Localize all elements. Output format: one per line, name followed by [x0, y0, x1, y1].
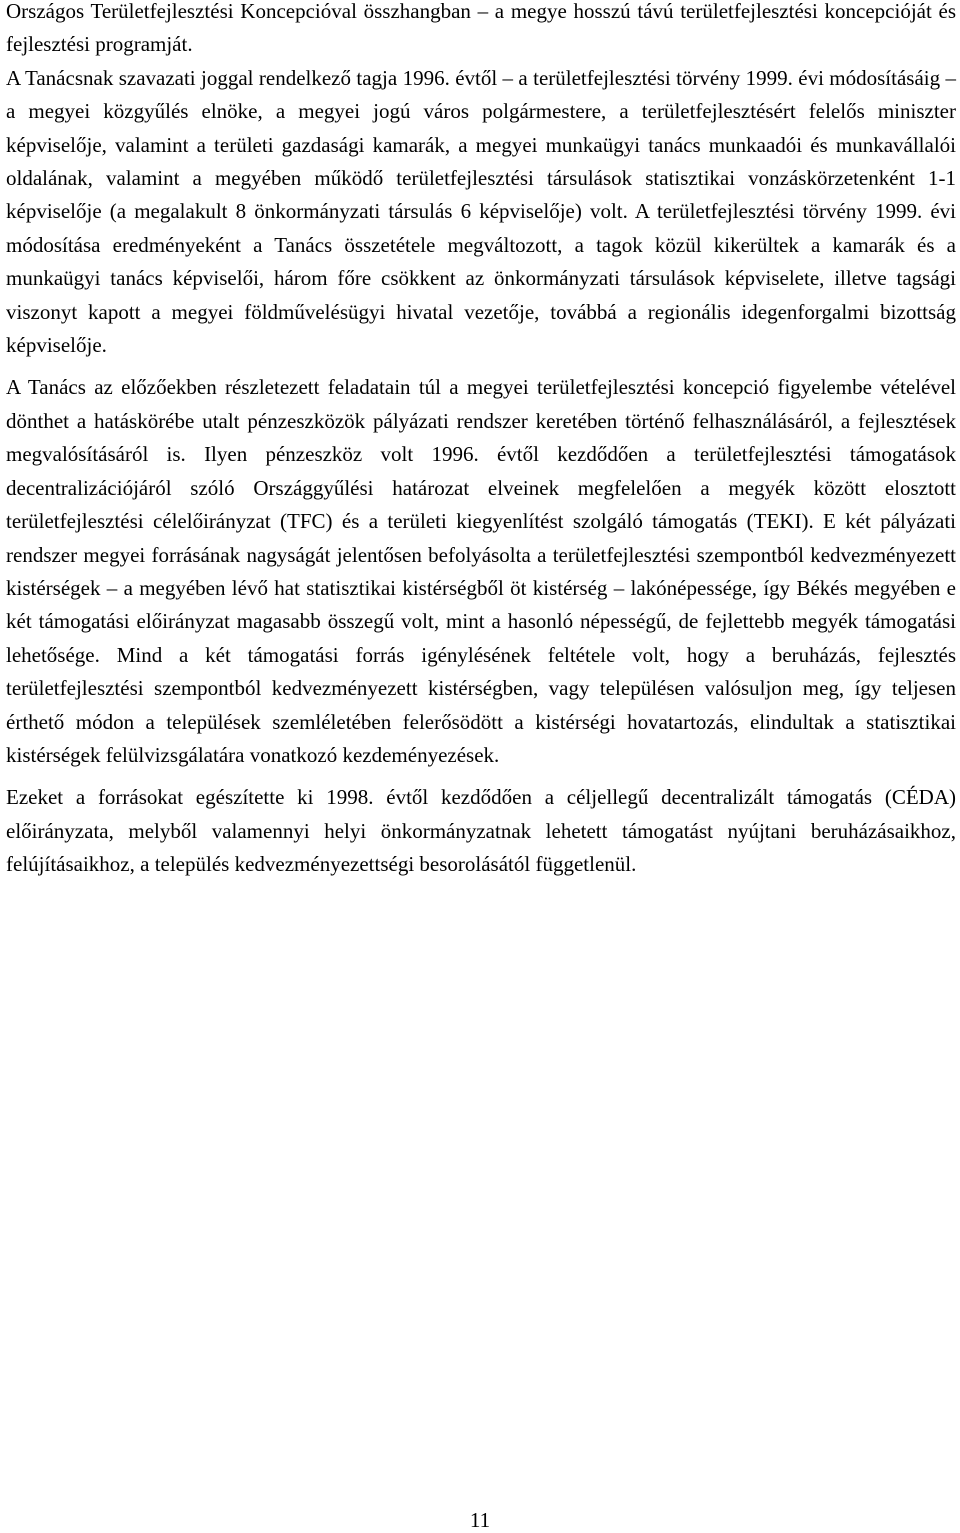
paragraph-koncepcio: Országos Területfejlesztési Koncepcióval összhangban – a megye hosszú távú területfejlesztési koncepcióját és fejlesztési programját. — [6, 0, 956, 57]
paragraph-ceda-forrasok: Ezeket a forrásokat egészítette ki 1998. évtől kezdődően a céljellegű decentralizált támogatás (CÉDA) előirányzata, melyből valamennyi helyi önkormányzatnak lehetett támogatást nyújtani beruházásaikhoz, felújításaikhoz, a település kedvezményezettségi besorolásától függetlenül. — [6, 785, 956, 877]
paragraph-tanacs-tagjai: A Tanácsnak szavazati joggal rendelkező tagja 1996. évtől – a területfejlesztési törvény 1999. évi módosításáig – a megyei közgyűlés elnöke, a megyei jogú város polgármestere, a területfejlesztésért felelős miniszter képviselője, valamint a területi gazdasági kamarák, a megyei munkaügyi tanács munkaadói és munkavállalói oldalának, valamint a megyében működő területfejlesztési társulások statisztikai vonzáskörzetenként 1-1 képviselője (a megalakult 8 önkormányzati társulás 6 képviselője) volt. A területfejlesztési törvény 1999. évi módosítása eredményeként a Tanács összetétele megváltozott, a tagok közül kikerültek a kamarák és a munkaügyi tanács képviselői, három főre csökkent az önkormányzati társulások képviselete, illetve tagsági viszonyt kapott a megyei földművelésügyi hivatal vezetője, továbbá a regionális idegenforgalmi bizottság képviselője. — [6, 65, 956, 358]
document-page — [6, 0, 956, 882]
paragraph-tanacs-feladatai: A Tanács az előzőekben részletezett feladatain túl a megyei területfejlesztési koncepció figyelembe vételével dönthet a hatáskörébe utalt pénzeszközök pályázati rendszer keretében történő felhasználásáról, a fejlesztések megvalósításáról is. Ilyen pénzeszköz volt 1996. évtől kezdődően a területfejlesztési támogatások decentralizációjáról szóló Országgyűlési határozat elveinek megfelelően a megyék között elosztott területfejlesztési célelőirányzat (TFC) és a területi kiegyenlítést szolgáló támogatás (TEKI). E két pályázati rendszer megyei forrásának nagyságát jelentősen befolyásolta a területfejlesztési szempontból kedvezményezett kistérségek – a megyében lévő hat statisztikai kistérségből öt kistérség – lakónépessége, így Békés megyében e két támogatási előirányzat magasabb összegű volt, mint a hasonló népességű, de fejlettebb megyék támogatási lehetősége. Mind a két támogatási forrás igénylésének feltétele volt, hogy a beruházás, fejlesztés területfejlesztési szempontból kedvezményezett kistérségben, vagy településen valósuljon meg, így teljesen érthető módon a települések szemléletében felerősödött a kistérségi hovatartozás, elindultak a statisztikai kistérségek felülvizsgálatára vonatkozó kezdeményezések. — [6, 375, 956, 767]
page-number: 11 — [469, 1508, 491, 1532]
